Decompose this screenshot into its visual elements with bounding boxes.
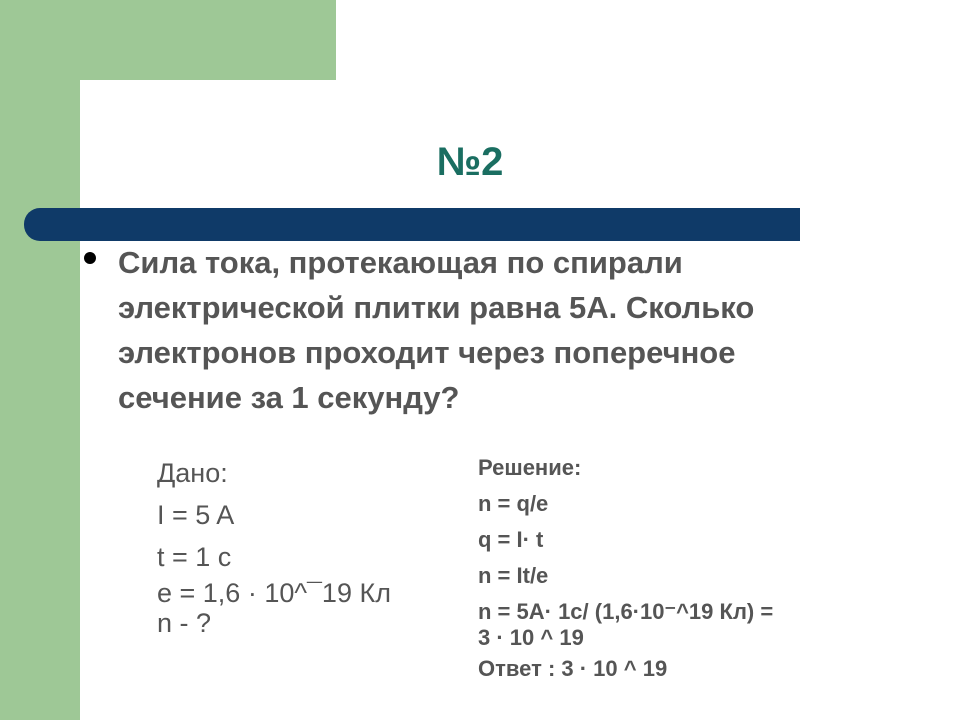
given-line: n - ? — [157, 608, 212, 638]
given-heading: Дано: — [157, 458, 228, 488]
slide-title: №2 — [436, 140, 504, 184]
rounded-corner — [80, 80, 120, 120]
bullet-dot-icon — [84, 252, 96, 264]
question-text: Сила тока, протекающая по спирали электрической плитки равна 5А. Сколько электронов проходит через поперечное сечение за 1 секунду? — [118, 245, 755, 415]
given-line: I = 5 A — [157, 500, 235, 530]
green-side-panel — [0, 0, 80, 720]
question-bullet — [82, 240, 802, 420]
solution-heading: Решение: — [478, 455, 582, 480]
given-line: e = 1,6 · 10^¯19 Кл — [157, 578, 391, 608]
title-divider-bar — [24, 208, 800, 241]
given-block — [157, 452, 457, 638]
solution-line: n = q/e — [478, 491, 549, 516]
green-top-panel — [0, 0, 336, 80]
solution-line: n = 5A· 1c/ (1,6·10⁻^19 Кл) = 3 · 10 ^ 19 — [478, 599, 774, 650]
given-line: t = 1 c — [157, 542, 232, 572]
solution-answer: Ответ : 3 · 10 ^ 19 — [478, 656, 668, 681]
solution-line: n = It/e — [478, 563, 549, 588]
solution-line: q = I· t — [478, 527, 544, 552]
solution-block — [478, 450, 778, 687]
